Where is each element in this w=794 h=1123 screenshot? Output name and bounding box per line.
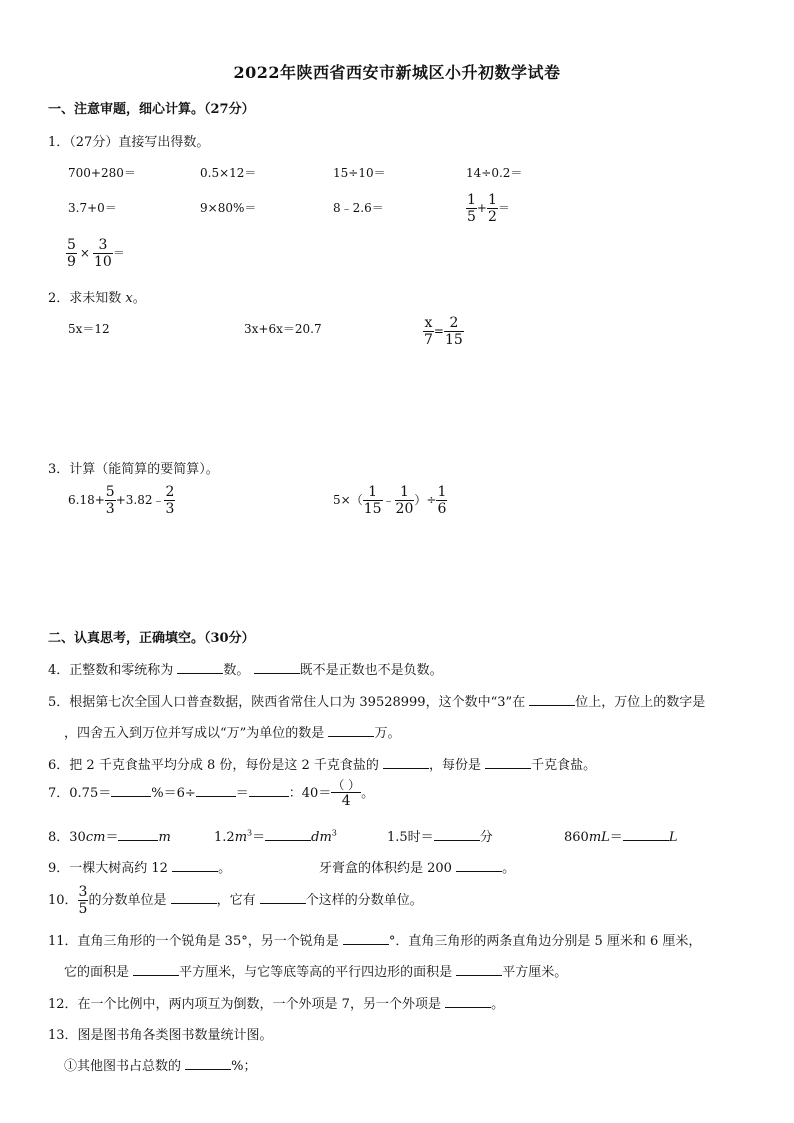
answer-blank[interactable]	[456, 859, 502, 872]
question-13: 13．图是图书角各类图书数量统计图。	[48, 1028, 273, 1043]
calc-item: 14÷0.2＝	[466, 166, 523, 180]
answer-blank[interactable]	[260, 891, 306, 904]
answer-blank[interactable]	[133, 963, 179, 976]
question-2: 2．求未知数 x。	[48, 291, 146, 306]
fraction: $\frac{2}{15}$	[444, 315, 463, 348]
equation-item: 5x＝12	[68, 322, 110, 336]
fraction-calc-item: $\frac{1}{5}$ + $\frac{1}{2}$ ＝	[467, 192, 510, 225]
question-9: 9．一棵大树高约 12 。	[48, 861, 232, 876]
calc-item: 8﹣2.6＝	[333, 201, 384, 215]
calc-item: 700+280＝	[68, 166, 136, 180]
fraction: $\frac{5}{3}$	[105, 484, 115, 517]
answer-blank[interactable]	[265, 828, 311, 841]
question-8: 8．30cm＝ m	[48, 830, 171, 845]
calc-item: 15÷10＝	[333, 166, 386, 180]
fraction: $\frac{x}{7}$	[424, 315, 433, 348]
section-2-heading: 二、认真思考，正确填空。（30分）	[48, 631, 255, 646]
calc-item: 9×80%＝	[200, 201, 257, 215]
fraction: $\frac{1}{6}$	[437, 484, 447, 517]
fraction: $\frac{( )}{4}$	[332, 778, 361, 809]
question-text: （27分）直接写出得数。	[69, 135, 210, 150]
question-6: 6．把 2 千克食盐平均分成 8 份，每份是这 2 千克食盐的 ，每份是 千克食盐。	[48, 758, 597, 773]
answer-blank[interactable]	[434, 828, 480, 841]
question-number: 1．	[48, 135, 70, 150]
page-title: 2022年陕西省西安市新城区小升初数学试卷	[233, 63, 561, 82]
answer-blank[interactable]	[185, 1057, 231, 1070]
question-8-part: $1.2m^3= dm^3$	[214, 828, 337, 845]
answer-blank[interactable]	[343, 932, 389, 945]
fraction: $\frac{3}{5}$	[78, 884, 88, 917]
calc-item: 0.5×12＝	[200, 166, 257, 180]
question-12: 12．在一个比例中，两内项互为倒数，一个外项是 7，另一个外项是 。	[48, 997, 505, 1012]
answer-blank[interactable]	[623, 828, 669, 841]
question-4: 4．正整数和零统称为 数。 既不是正数也不是负数。	[48, 663, 443, 678]
answer-blank[interactable]	[118, 828, 158, 841]
calc-expression: 6.18+ $\frac{5}{3}$ +3.82﹣ $\frac{2}{3}$	[68, 484, 175, 517]
question-11-cont: 它的面积是 平方厘米，与它等底等高的平行四边形的面积是 平方厘米。	[64, 965, 568, 980]
answer-blank[interactable]	[254, 661, 300, 674]
section-1-heading: 一、注意审题，细心计算。（27分）	[48, 102, 255, 117]
calc-expression: 5×（ $\frac{1}{15}$ ﹣ $\frac{1}{20}$ ）÷ $\frac{1}{6}$	[333, 484, 447, 517]
answer-blank[interactable]	[529, 693, 575, 706]
question-7: 7．0.75＝ %＝6÷ ＝ ：40＝ $\frac{( )}{4}$ 。	[48, 778, 375, 809]
equation-item: 3x+6x＝20.7	[244, 322, 322, 336]
fraction: $\frac{3}{10}$	[93, 237, 112, 270]
answer-blank[interactable]	[328, 724, 374, 737]
question-10: 10． $\frac{3}{5}$ 的分数单位是 ，它有 个这样的分数单位。	[48, 884, 423, 917]
fraction: $\frac{1}{2}$	[487, 192, 497, 225]
answer-blank[interactable]	[171, 891, 217, 904]
answer-blank[interactable]	[172, 859, 218, 872]
calc-item: 3.7+0＝	[68, 201, 117, 215]
question-5: 5．根据第七次全国人口普查数据，陕西省常住人口为 39528999，这个数中“3”在 位上，万位上的数字是	[48, 695, 706, 710]
question-3: 3．计算（能简算的要简算）。	[48, 462, 219, 477]
fraction: $\frac{5}{9}$	[67, 237, 76, 270]
question-5-cont: ，四舍五入到万位并写成以“万”为单位的数是 万。	[64, 726, 401, 741]
question-1	[48, 131, 209, 150]
answer-blank[interactable]	[177, 661, 223, 674]
answer-blank[interactable]	[111, 784, 151, 797]
answer-blank[interactable]	[445, 995, 491, 1008]
question-9-part: 牙膏盒的体积约是 200 。	[319, 861, 516, 876]
answer-blank[interactable]	[383, 756, 429, 769]
question-13-sub: ①其他图书占总数的 %；	[64, 1059, 257, 1074]
answer-blank[interactable]	[456, 963, 502, 976]
fraction-equation-item: $\frac{x}{7}$ = $\frac{2}{15}$	[424, 315, 463, 348]
question-8-part: 1.5时＝ 分	[387, 830, 493, 845]
fraction: $\frac{1}{5}$	[467, 192, 476, 225]
question-8-part: 860mL＝ L	[564, 830, 678, 845]
fraction: $\frac{2}{3}$	[165, 484, 175, 517]
answer-blank[interactable]	[196, 784, 236, 797]
answer-blank[interactable]	[485, 756, 531, 769]
fraction-calc-item: $\frac{5}{9}$ × $\frac{3}{10}$ ＝	[67, 237, 125, 270]
answer-blank[interactable]	[249, 784, 289, 797]
fraction: $\frac{1}{15}$	[363, 484, 382, 517]
question-11: 11．直角三角形的一个锐角是 35°，另一个锐角是 °．直角三角形的两条直角边分别是 5 厘米和 6 厘米，	[48, 934, 702, 949]
fraction: $\frac{1}{20}$	[395, 484, 414, 517]
